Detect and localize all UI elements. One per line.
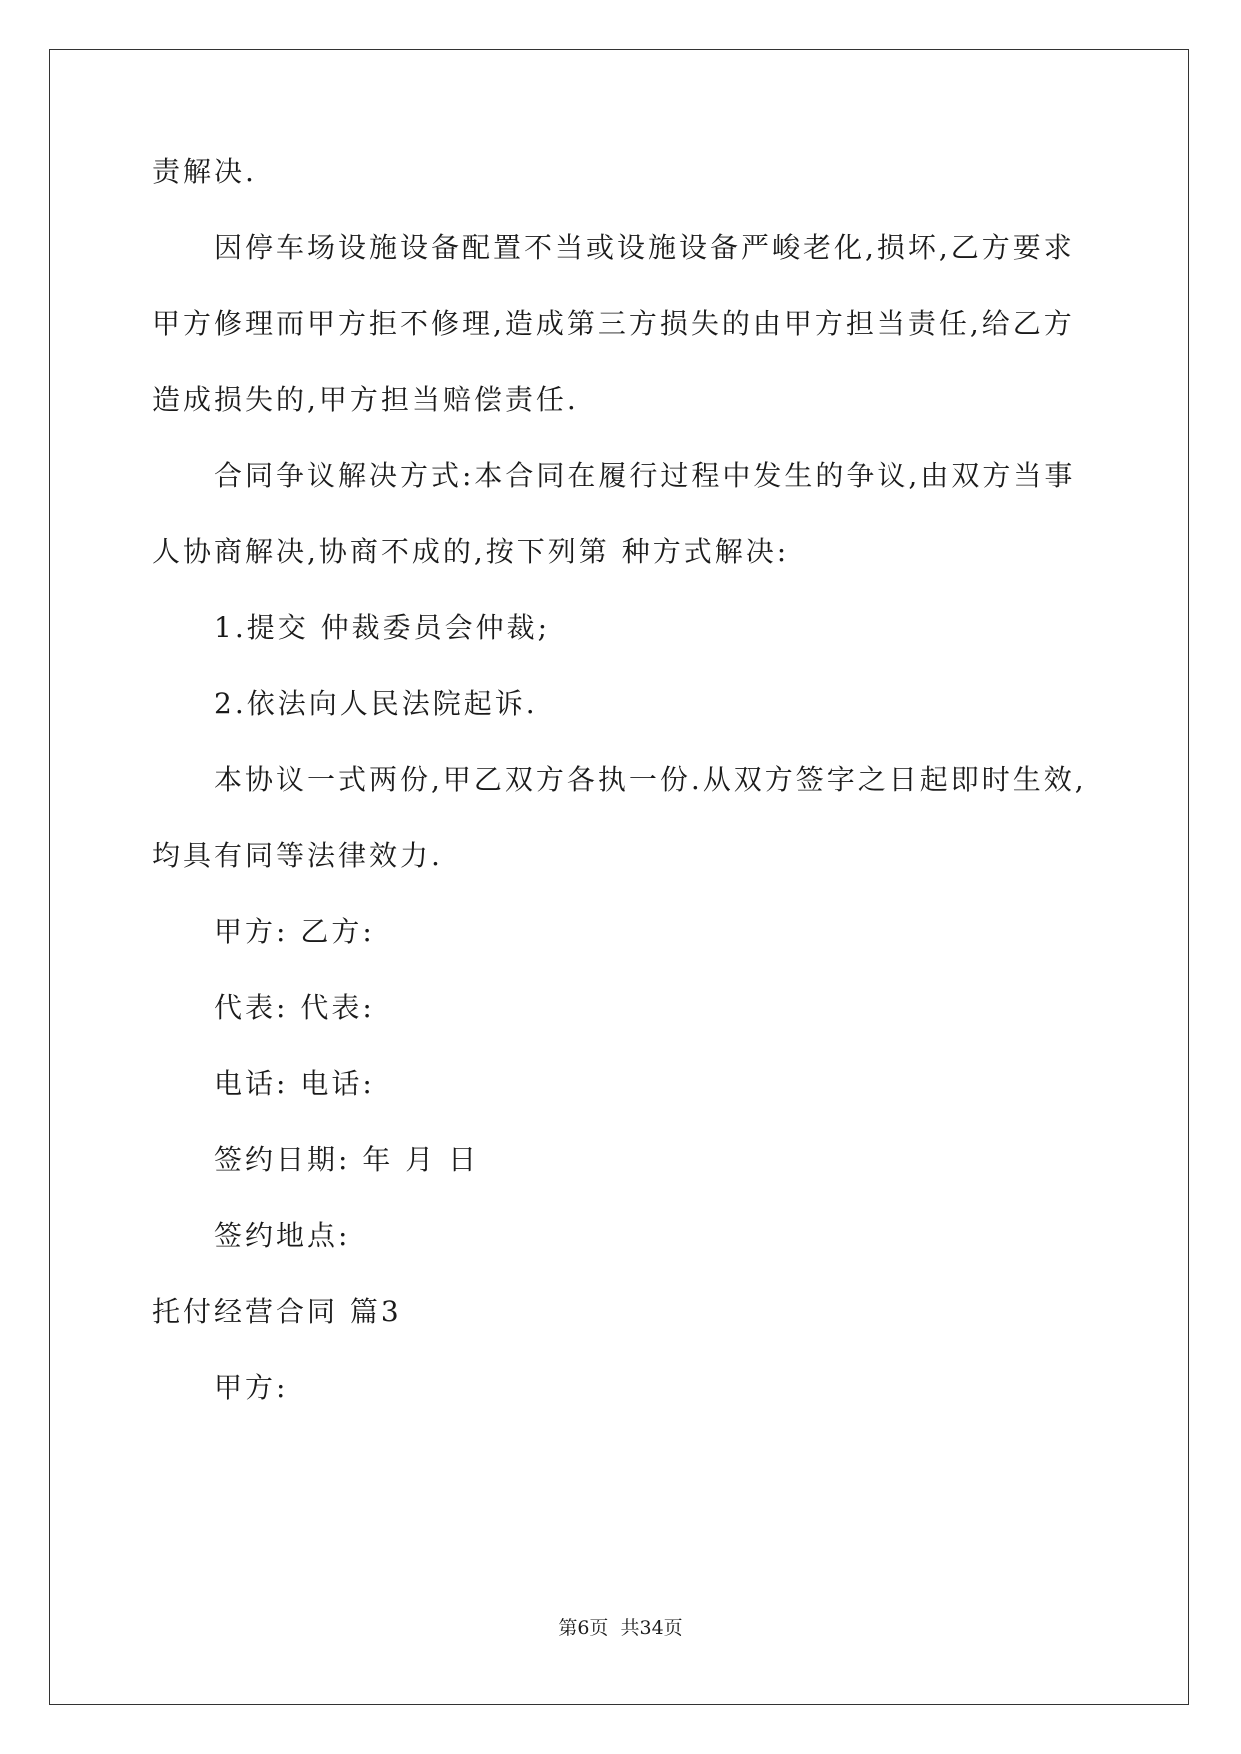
text-line-7: 1.提交 仲裁委员会仲裁; bbox=[214, 611, 551, 644]
text-line-2: 因停车场设施设备配置不当或设施设备严峻老化,损坏,乙方要求 bbox=[214, 231, 1075, 264]
text-line-8: 2.依法向人民法院起诉. bbox=[214, 687, 538, 720]
text-line-9: 本协议一式两份,甲乙双方各执一份.从双方签字之日起即时生效, bbox=[214, 763, 1087, 796]
text-line-6: 人协商解决,协商不成的,按下列第 种方式解决: bbox=[152, 535, 790, 568]
text-line-15: 签约地点: bbox=[214, 1219, 351, 1252]
text-line-14: 签约日期: 年 月 日 bbox=[214, 1143, 480, 1176]
section-heading: 托付经营合同 篇3 bbox=[152, 1295, 402, 1328]
text-line-17: 甲方: bbox=[214, 1371, 289, 1404]
text-line-1: 责解决. bbox=[152, 155, 257, 188]
text-line-11: 甲方: 乙方: bbox=[214, 915, 375, 948]
text-line-5: 合同争议解决方式:本合同在履行过程中发生的争议,由双方当事 bbox=[214, 459, 1076, 492]
text-line-3: 甲方修理而甲方拒不修理,造成第三方损失的由甲方担当责任,给乙方 bbox=[152, 307, 1075, 340]
text-line-13: 电话: 电话: bbox=[214, 1067, 375, 1100]
text-line-4: 造成损失的,甲方担当赔偿责任. bbox=[152, 383, 579, 416]
page-number-footer: 第6页 共34页 bbox=[558, 1617, 683, 1639]
text-line-10: 均具有同等法律效力. bbox=[152, 839, 443, 872]
page-border bbox=[49, 49, 1189, 1705]
text-line-12: 代表: 代表: bbox=[214, 991, 375, 1024]
